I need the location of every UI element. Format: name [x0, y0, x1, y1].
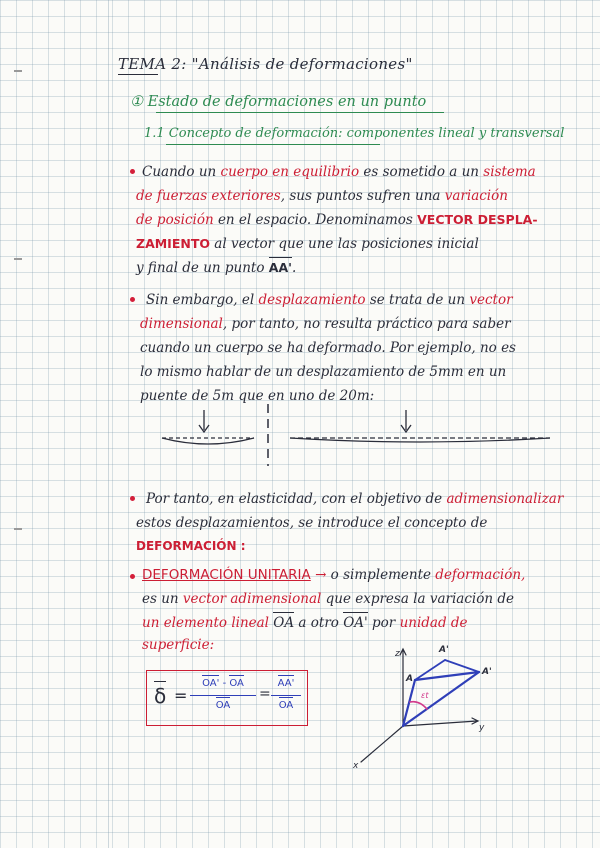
text-highlight: vector adimensional — [182, 591, 322, 607]
axis-x-line — [361, 726, 403, 762]
paragraph-1-line-5 — [136, 260, 296, 276]
text-highlight: elemento lineal — [163, 615, 269, 631]
paragraph-4-line-3 — [142, 615, 468, 631]
text-highlight: ZAMIENTO — [136, 236, 210, 251]
page-mark — [14, 70, 22, 72]
vector-label: OA — [278, 700, 294, 711]
bullet-point — [130, 496, 135, 501]
text-highlight: unidad de — [399, 615, 468, 631]
angle-arc — [410, 702, 427, 709]
fraction-bar — [271, 695, 301, 696]
vector-top-a-prime — [445, 660, 479, 672]
page-mark — [14, 258, 22, 260]
section-heading: ① Estado de deformaciones en un punto — [130, 94, 427, 110]
formula-numerator-1 — [190, 678, 256, 689]
text-fragment: se trata de un — [369, 292, 466, 308]
text-highlight: de fuerzas exteriores — [136, 188, 281, 204]
paragraph-3-line-2: estos desplazamientos, se introduce el concepto de — [136, 515, 488, 531]
text-fragment: , sus puntos sufren una — [280, 188, 441, 204]
text-highlight: de posición — [136, 212, 214, 228]
text-highlight: sistema — [483, 164, 536, 180]
subsection-heading: 1.1 Concepto de deformación: componentes lineal y transversal — [144, 126, 565, 141]
text-fragment: . — [291, 260, 297, 276]
text-fragment: y final de un punto — [136, 260, 265, 276]
paragraph-3-line-3: DEFORMACIÓN : — [136, 539, 246, 553]
formula-numerator-2 — [270, 678, 302, 689]
axis-y-line — [403, 721, 477, 726]
bullet-point — [130, 297, 135, 302]
text-highlight: deformación, — [435, 567, 526, 583]
text-fragment: , por tanto, no resulta práctico para saber — [222, 316, 511, 332]
formula-equals: = — [174, 686, 188, 705]
text-fragment: a otro — [298, 615, 339, 631]
axis-y-label: y — [479, 723, 485, 733]
paragraph-2-line-2 — [140, 316, 511, 332]
paragraph-2-line-1 — [146, 292, 513, 308]
paragraph-4-line-2 — [142, 591, 514, 607]
text-highlight: variación — [444, 188, 508, 204]
text-fragment: Sin embargo, el — [146, 292, 255, 308]
vector-label: OA — [215, 700, 231, 711]
axis-x-label: x — [353, 761, 359, 771]
bullet-point — [130, 169, 135, 174]
paragraph-1-line-1 — [142, 164, 536, 180]
paragraph-1-line-3 — [136, 212, 538, 228]
text-fragment: o simplemente — [330, 567, 431, 583]
text-fragment: al vector que une las posiciones inicial — [214, 236, 479, 252]
bullet-point — [130, 574, 135, 579]
text-fragment: Cuando un — [142, 164, 217, 180]
formula-lhs: δ — [154, 684, 167, 708]
formula — [150, 674, 304, 722]
paragraph-2-line-3: cuando un cuerpo se ha deformado. Por ejemplo, no es — [140, 340, 516, 356]
text-highlight: VECTOR DESPLA- — [417, 212, 538, 227]
small-bridge-deflection — [162, 438, 254, 444]
text-fragment: es un — [142, 591, 179, 607]
text-highlight: DEFORMACIÓN UNITARIA — [142, 567, 311, 583]
text-fragment: por — [372, 615, 396, 631]
vector-label: OA — [273, 615, 295, 631]
text-fragment: es sometido a un — [363, 164, 479, 180]
bridge-sketch — [150, 404, 570, 470]
paragraph-1-line-4 — [136, 236, 479, 252]
paragraph-2-line-5: puente de 5m que en uno de 20m: — [140, 388, 375, 404]
paragraph-2-line-4: lo mismo hablar de un desplazamiento de 5mm en un — [140, 364, 507, 380]
paragraph-3-line-1 — [146, 491, 563, 507]
point-a-prime-label: A' — [482, 667, 492, 677]
text-highlight: adimensionalizar — [446, 491, 564, 507]
margin-line — [108, 0, 109, 848]
paragraph-4-line-1 — [142, 567, 525, 583]
vector-label: OA' — [343, 615, 368, 631]
fraction-bar — [190, 695, 256, 696]
text-fragment: que expresa la variación de — [325, 591, 514, 607]
text-fragment: en el espacio. Denominamos — [217, 212, 413, 228]
vector-label: OA' — [202, 678, 220, 689]
formula-equals: = — [259, 686, 271, 702]
formula-denominator-2 — [270, 700, 302, 711]
text-fragment: Por tanto, en elasticidad, con el objetivo de — [146, 491, 443, 507]
angle-label: εt — [421, 691, 429, 700]
point-a-label: A — [406, 674, 413, 684]
text-highlight: vector — [469, 292, 513, 308]
vector-label: OA — [229, 678, 244, 689]
paragraph-4-line-4: superficie: — [142, 637, 215, 653]
page-mark — [14, 528, 22, 530]
title-underline — [118, 74, 158, 75]
formula-denominator-1 — [190, 700, 256, 711]
paragraph-1-line-2 — [136, 188, 508, 204]
formula-operator: - — [222, 678, 227, 689]
text-highlight: cuerpo en equilibrio — [220, 164, 360, 180]
vector-label: AA' — [268, 260, 292, 275]
point-top-label: A' — [439, 645, 449, 655]
text-highlight: desplazamiento — [258, 292, 366, 308]
axis-z-label: z — [395, 649, 400, 659]
arrow-glyph: → — [315, 567, 327, 583]
text-highlight: un — [142, 615, 160, 631]
text-highlight: dimensional — [140, 316, 223, 332]
vector-diagram — [345, 636, 505, 776]
page-title: TEMA 2: "Análisis de deformaciones" — [118, 55, 413, 73]
subsection-underline — [166, 144, 380, 145]
vector-label: AA' — [277, 678, 295, 689]
section-underline — [156, 112, 444, 113]
